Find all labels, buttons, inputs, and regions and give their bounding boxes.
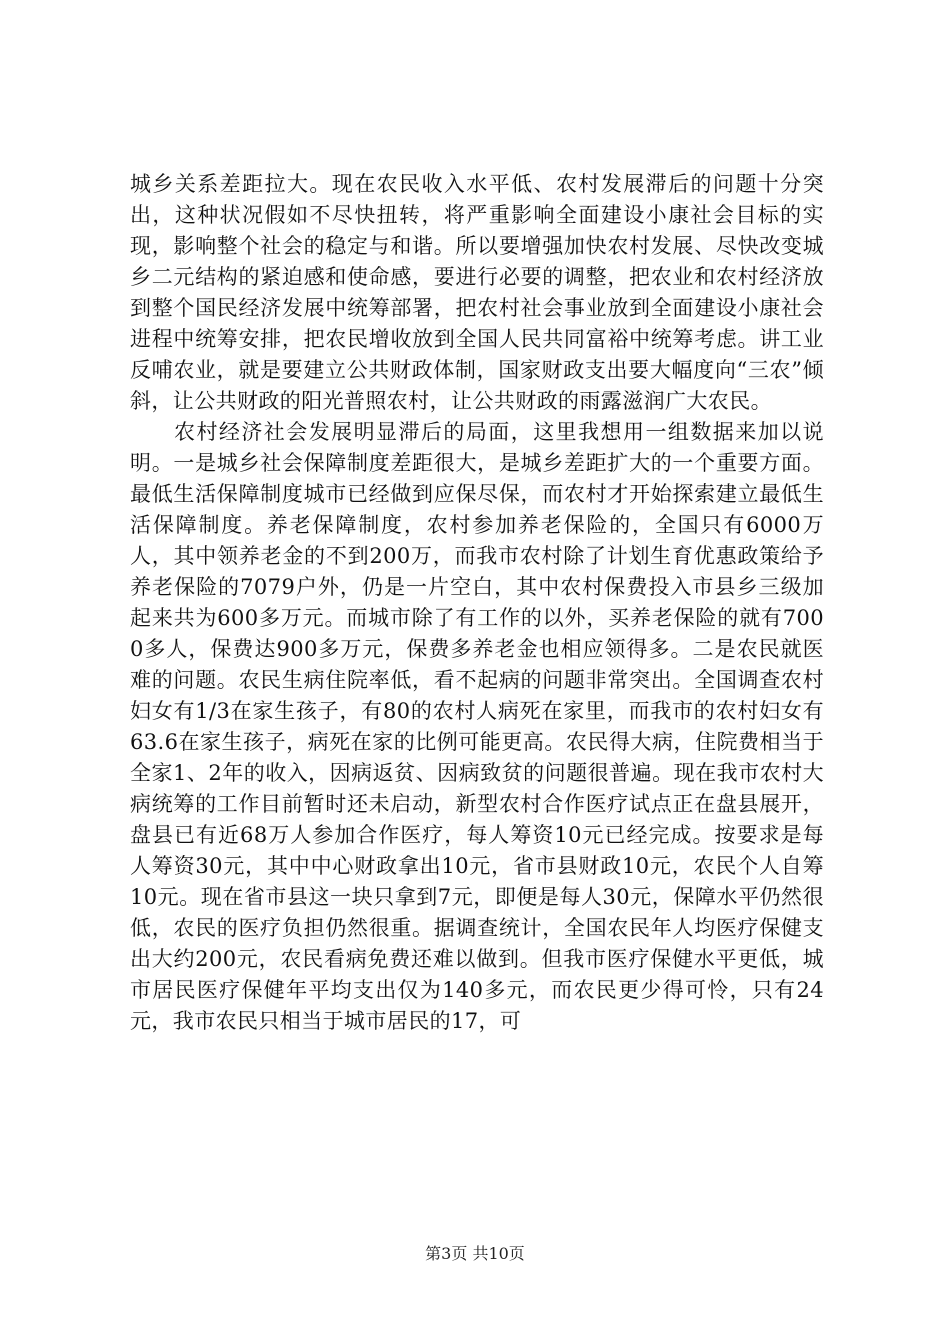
document-body	[130, 169, 824, 1037]
paragraph-1: 城乡关系差距拉大。现在农民收入水平低、农村发展滞后的问题十分突出，这种状况假如不尽快扭转，将严重影响全面建设小康社会目标的实现，影响整个社会的稳定与和谐。所以要增强加快农村发展、尽快改变城乡二元结构的紧迫感和使命感，要进行必要的调整，把农业和农村经济放到整个国民经济发展中统筹部署，把农村社会事业放到全面建设小康社会进程中统筹安排，把农民增收放到全国人民共同富裕中统筹考虑。讲工业反哺农业，就是要建立公共财政体制，国家财政支出要大幅度向“三农”倾斜，让公共财政的阳光普照农村，让公共财政的雨露滋润广大农民。	[130, 172, 824, 413]
page-number-footer: 第3页 共10页	[425, 1244, 525, 1263]
paragraph-2: 农村经济社会发展明显滞后的局面，这里我想用一组数据来加以说明。一是城乡社会保障制度差距很大，是城乡差距扩大的一个重要方面。最低生活保障制度城市已经做到应保尽保，而农村才开始探索建立最低生活保障制度。养老保障制度，农村参加养老保险的，全国只有6000万人，其中领养老金的不到200万，而我市农村除了计划生育优惠政策给予养老保险的7079户外，仍是一片空白，其中农村保费投入市县乡三级加起来共为600多万元。而城市除了有工作的以外，买养老保险的就有7000多人，保费达900多万元，保费多养老金也相应领得多。二是农民就医难的问题。农民生病住院率低，看不起病的问题非常突出。全国调查农村妇女有1/3在家生孩子，有80的农村人病死在家里，而我市的农村妇女有63.6在家生孩子，病死在家的比例可能更高。农民得大病，住院费相当于全家1、2年的收入，因病返贫、因病致贫的问题很普遍。现在我市农村大病统筹的工作目前暂时还未启动，新型农村合作医疗试点正在盘县展开，盘县已有近68万人参加合作医疗，每人筹资10元已经完成。按要求是每人筹资30元，其中中心财政拿出10元，省市县财政10元，农民个人自筹10元。现在省市县这一块只拿到7元，即便是每人30元，保障水平仍然很低，农民的医疗负担仍然很重。据调查统计，全国农民年人均医疗保健支出大约200元，农民看病免费还难以做到。但我市医疗保健水平更低，城市居民医疗保健年平均支出仅为140多元，而农民更少得可怜，只有24元，我市农民只相当于城市居民的17，可	[130, 420, 824, 1033]
